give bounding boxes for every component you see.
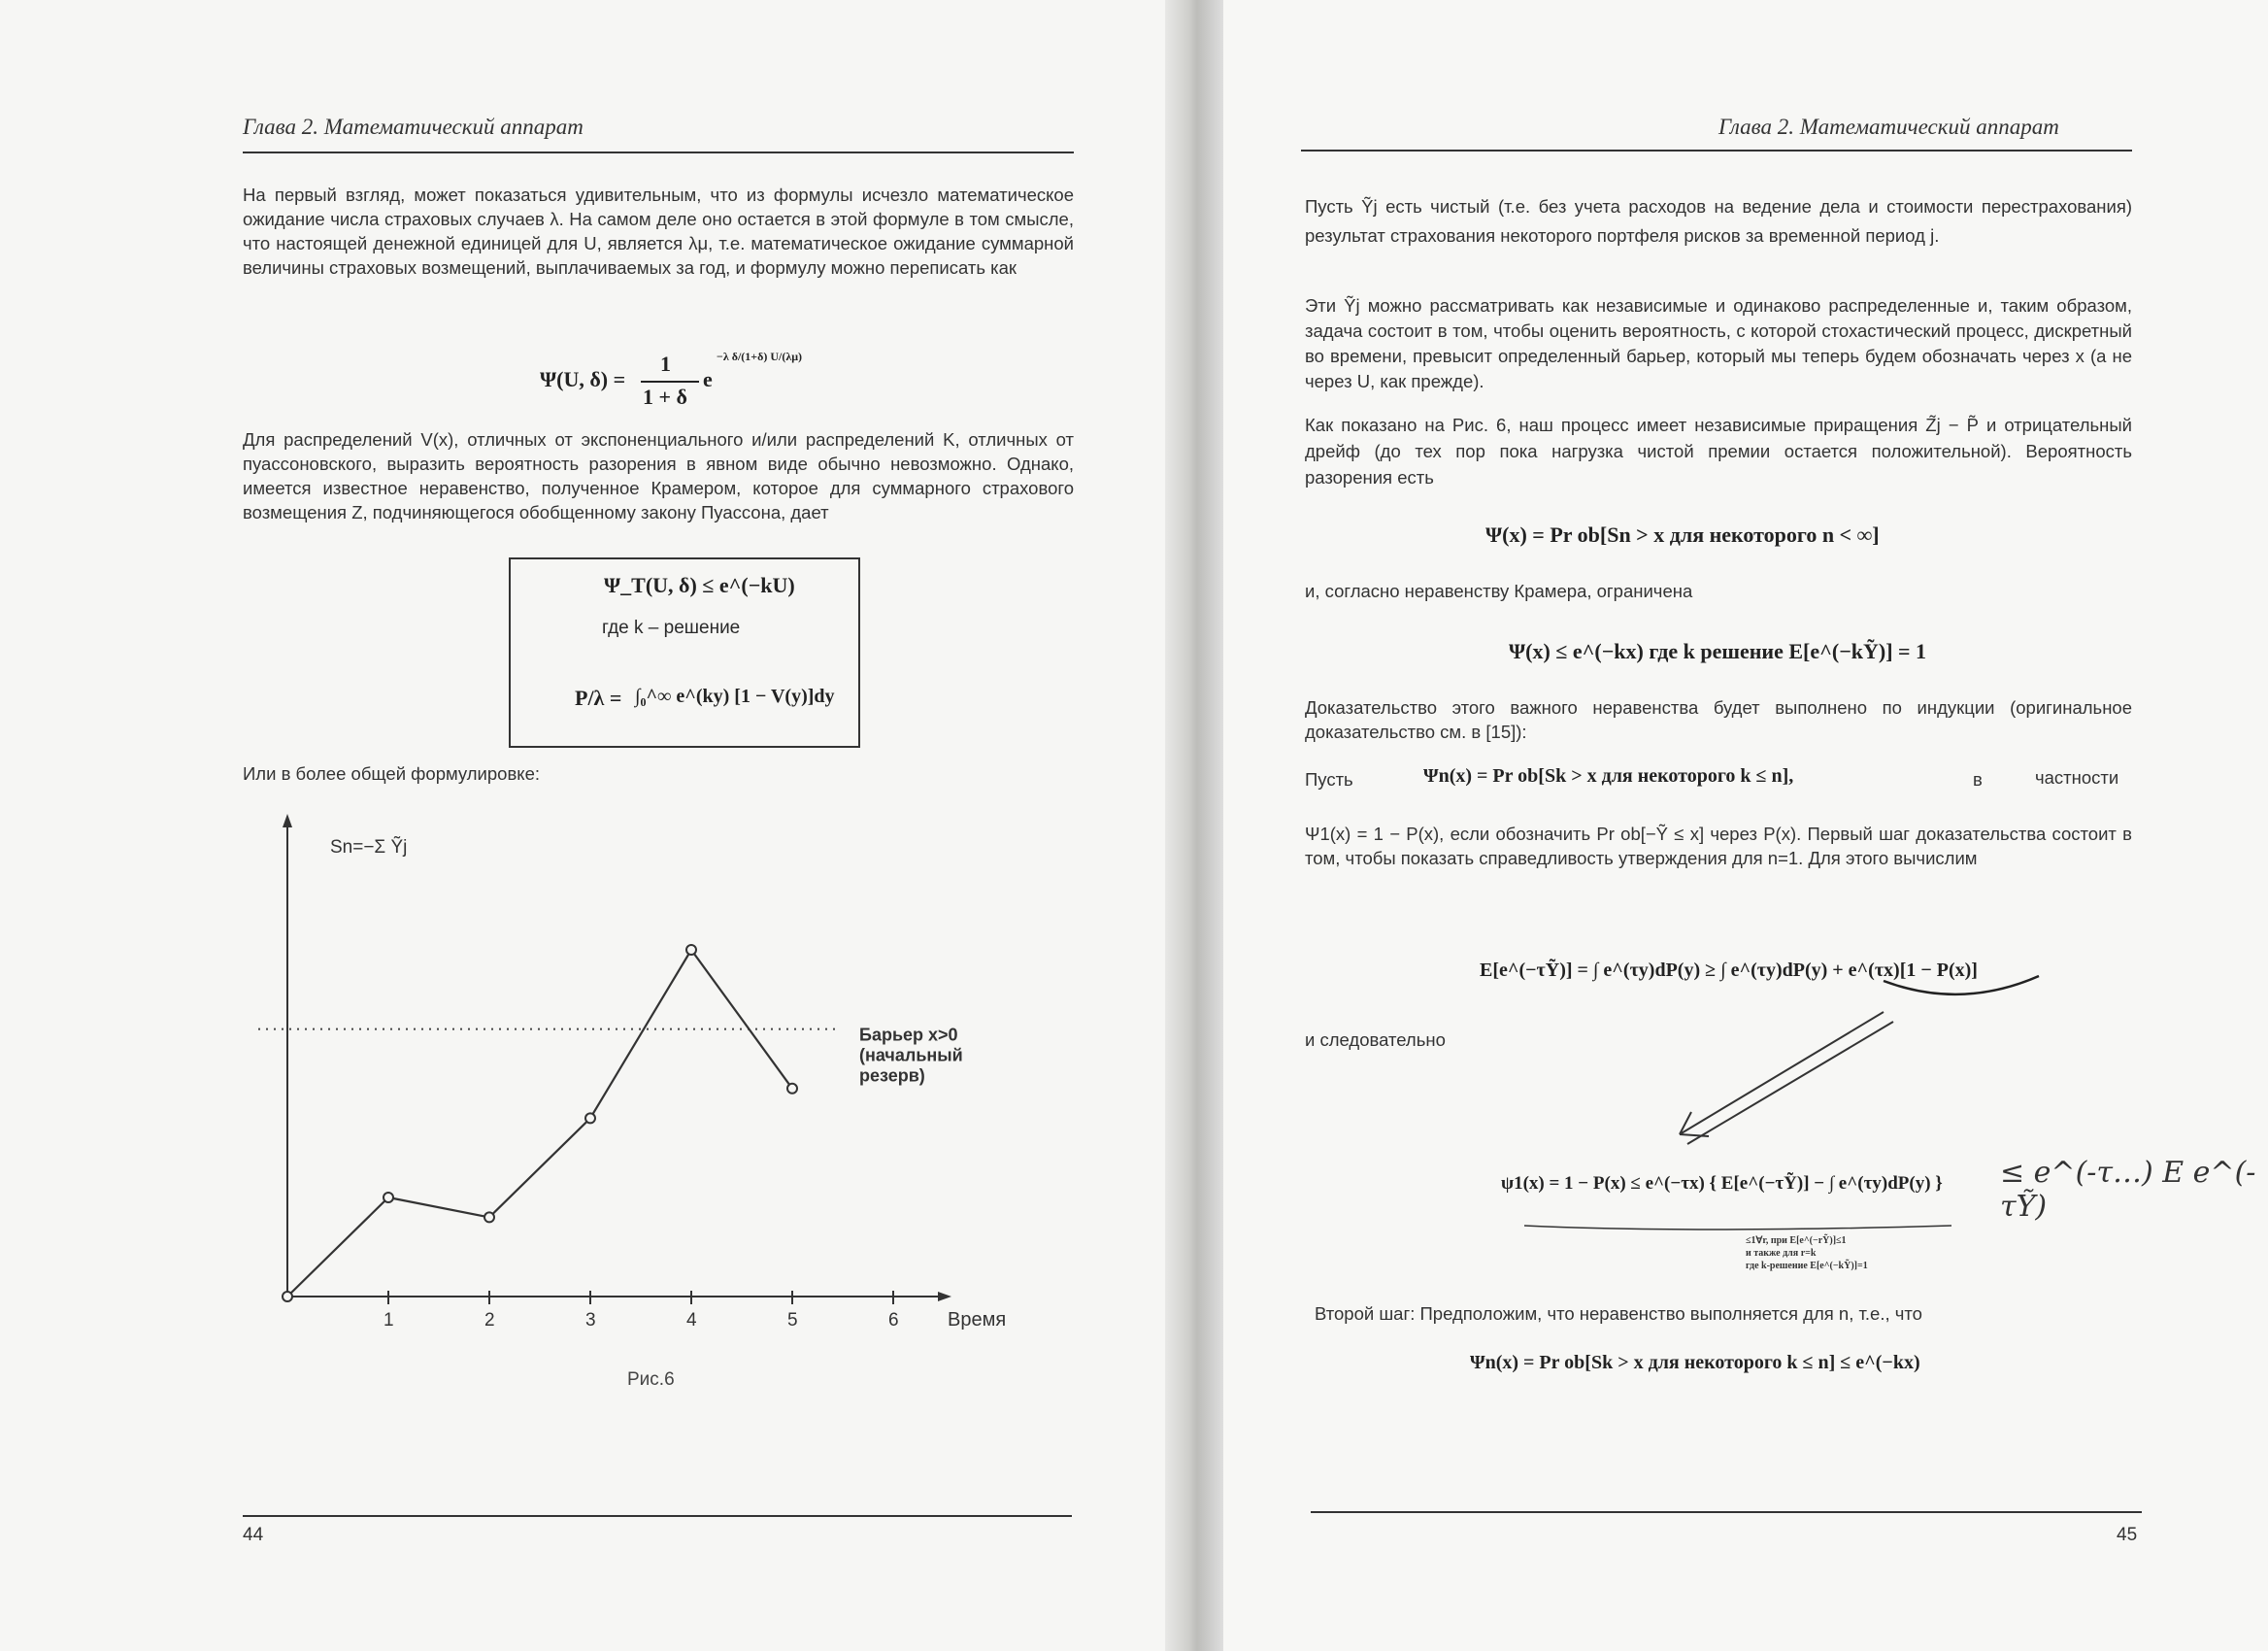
barrier-label-line: резерв) <box>859 1065 925 1086</box>
right-paragraph-7: Ψ1(x) = 1 − P(x), если обозначить Pr ob[−Ỹ ≤ x] через P(x). Первый шаг доказательства состоит в том, чтобы показать справедливость утверждения для n=1. Для этого вычислим <box>1305 824 2132 868</box>
data-point <box>283 1292 292 1301</box>
ruin-process-chart <box>233 796 1068 1340</box>
formula-underbrace <box>1524 1226 1951 1230</box>
x-axis-arrow <box>938 1292 951 1301</box>
left-paragraph-3: Или в более общей формулировке: <box>243 763 541 784</box>
data-point <box>484 1212 494 1222</box>
series-label: Sn=−Σ Ỹj <box>330 837 408 858</box>
formula1-denominator: 1 + δ <box>643 385 687 409</box>
data-point <box>384 1193 393 1202</box>
formula-psi-n: Ψn(x) = Pr ob[Sk > x для некоторого k ≤ n], <box>1423 765 1794 787</box>
x-tick-label: 4 <box>686 1310 697 1331</box>
series-line <box>287 950 792 1297</box>
barrier-label <box>859 1026 963 1086</box>
x-tick-label: 6 <box>888 1310 899 1331</box>
right-paragraph-9: Второй шаг: Предположим, что неравенство выполняется для n, т.е., что <box>1315 1303 1922 1324</box>
note-line: и также для r=k <box>1746 1248 1817 1259</box>
left-chapter-header: Глава 2. Математический аппарат <box>243 115 584 139</box>
x-axis-label: Время <box>948 1309 1007 1331</box>
right-paragraph-6-start: Пусть <box>1305 769 1353 790</box>
book-gutter <box>1165 0 1223 1651</box>
formula-psi1-bound: ψ1(x) = 1 − P(x) ≤ e^(−τx) { E[e^(−τỸ)] − ∫ e^(τy)dP(y) } <box>1501 1173 1943 1194</box>
cramer-inequality-box <box>509 557 860 748</box>
y-axis-arrow <box>283 814 292 827</box>
formula1-exponent: −λ δ/(1+δ) U/(λμ) <box>717 350 803 363</box>
right-page-number: 45 <box>2117 1525 2138 1545</box>
x-tick-label: 5 <box>787 1310 798 1331</box>
handwritten-note: ≤ e^(-τ…) E e^(-τỸ) <box>2000 1156 2256 1224</box>
x-tick-label: 2 <box>484 1310 495 1331</box>
right-paragraph-6-end: частности <box>2035 767 2119 788</box>
handwritten-arrow <box>1680 1012 1893 1144</box>
box-line-3-lhs: P/λ = <box>575 686 622 710</box>
x-tick-label: 3 <box>585 1310 596 1331</box>
box-line-1: Ψ_T(U, δ) ≤ e^(−kU) <box>604 573 795 597</box>
barrier-label-line: (начальный <box>859 1045 963 1065</box>
right-chapter-header: Глава 2. Математический аппарат <box>1718 115 2059 139</box>
right-page <box>1223 0 2268 1651</box>
note-line: ≤1∀r, при E[e^(−rỸ)]≤1 <box>1746 1235 1847 1246</box>
box-line-2: где k – решение <box>602 618 741 638</box>
formula-induction-step: Ψn(x) = Pr ob[Sk > x для некоторого k ≤ n] ≤ e^(−kx) <box>1470 1352 1920 1373</box>
formula1-fraction-bar <box>641 381 699 383</box>
right-paragraph-4: и, согласно неравенству Крамера, ограничена <box>1305 581 1693 601</box>
formula1-lhs: Ψ(U, δ) = <box>540 367 626 391</box>
note-line: где k-решение E[e^(−kỸ)]=1 <box>1746 1261 1868 1271</box>
formula1-numerator: 1 <box>660 352 671 376</box>
chart-marks <box>258 945 840 1301</box>
left-footer-rule <box>243 1515 1072 1517</box>
left-header-rule <box>243 152 1074 153</box>
formula-cramer-bound: Ψ(x) ≤ e^(−kx) где k решение E[e^(−kỸ)] = 1 <box>1509 639 1927 663</box>
left-paragraph-1: На первый взгляд, может показаться удивительным, что из формулы исчезло математическое ожидание числа страховых случаев λ. На самом деле оно остается в этой формуле в том смысле, что настоящей денежной единицей для U, является λμ, т.е. математическое ожидание суммарной величины страховых возмещений, выплачиваемых за год, и формулу можно переписать как <box>243 185 1074 278</box>
formula-expectation: E[e^(−τỸ)] = ∫ e^(τy)dP(y) ≥ ∫ e^(τy)dP(y) + e^(τx)[1 − P(x)] <box>1480 960 1978 981</box>
formula-ruin-probability: Ψ(x) = Pr ob[Sn > x для некоторого n < ∞] <box>1485 522 1880 547</box>
barrier-label-line: Барьер x>0 <box>859 1025 958 1045</box>
right-paragraph-3: Как показано на Рис. 6, наш процесс имеет независимые приращения Z̃j − P̃ и отрицательный дрейф (до тех пор пока нагрузка чистой премии остается положительной). Вероятность разорения есть <box>1305 415 2132 488</box>
right-paragraph-1: Пусть Ỹj есть чистый (т.е. без учета расходов на ведение дела и стоимости перестрахования) результат страхования некоторого портфеля рисков за временной период j. <box>1305 196 2132 246</box>
right-paragraph-6-in: в <box>1973 769 1983 790</box>
right-paragraph-2: Эти Ỹj можно рассматривать как независимые и одинаково распределенные и, таким образом, задача состоит в том, чтобы оценить вероятность, с которой стохастический процесс, дискретный во времени, превысит определенный барьер, который мы теперь будем обозначать через x (а не через U, как прежде). <box>1305 295 2132 391</box>
handwritten-annotations <box>1223 0 2268 1651</box>
formula1-exp-base: e <box>703 367 713 391</box>
data-point <box>585 1113 595 1123</box>
right-footer-rule <box>1311 1511 2142 1513</box>
left-paragraph-2: Для распределений V(x), отличных от экспоненциального и/или распределений K, отличных от пуассоновского, выразить вероятность разорения в явном виде обычно невозможно. Однако, имеется известное неравенство, полученное Крамером, которое для суммарного страхового возмещения Z, подчиняющегося обобщенному закону Пуассона, дает <box>243 429 1074 522</box>
figure-caption: Рис.6 <box>627 1369 675 1390</box>
box-line-3-rhs: ∫₀^∞ e^(ky) [1 − V(y)]dy <box>635 686 835 707</box>
right-paragraph-8: и следовательно <box>1305 1029 1446 1050</box>
handwritten-underline <box>1884 976 2039 994</box>
data-point <box>787 1084 797 1094</box>
data-point <box>686 945 696 955</box>
right-paragraph-5: Доказательство этого важного неравенства будет выполнено по индукции (оригинальное доказательство см. в [15]): <box>1305 697 2132 742</box>
x-tick-label: 1 <box>384 1310 394 1331</box>
left-page-number: 44 <box>243 1525 264 1545</box>
